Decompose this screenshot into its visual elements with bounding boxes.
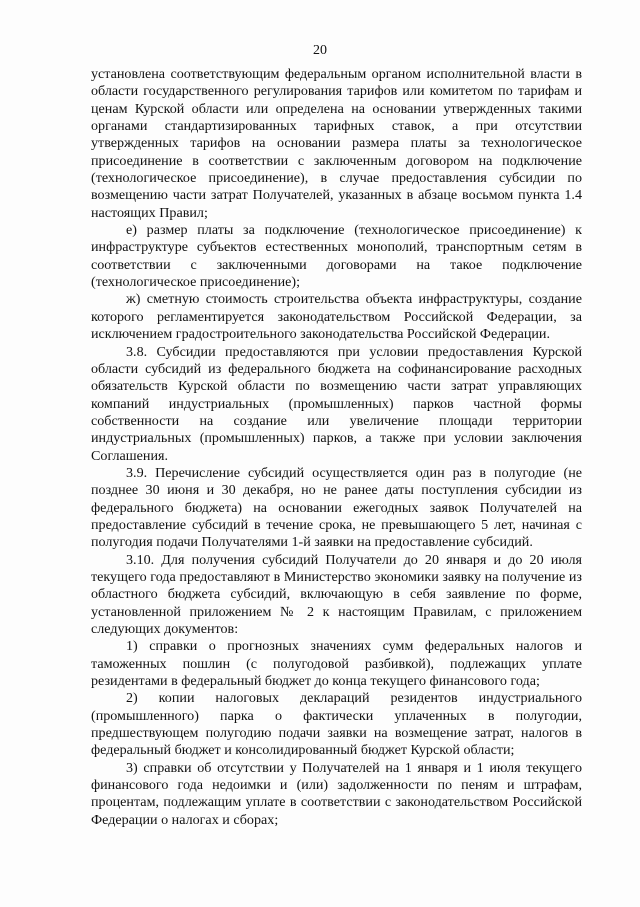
list-item-3: 3) справки об отсутствии у Получателей на 1 января и 1 июля текущего финансового года недоимки и (или) задолженности по пеням и штрафам, процентам, подлежащим уплате в соответствии с законодательством Российской Федерации о налогах и сборах; <box>91 759 582 828</box>
paragraph-3-9: 3.9. Перечисление субсидий осуществляется один раз в полугодие (не позднее 30 июня и 30 декабря, но не ранее даты поступления субсидии из федерального бюджета) на основании ежегодных заявок Получателей на предоставление субсидий в течение срока, не превышающего 5 лет, начиная с полугодия подачи Получателями 1-й заявки на предоставление субсидий. <box>91 464 582 551</box>
paragraph-continuation: установлена соответствующим федеральным органом исполнительной власти в области государственного регулирования тарифов или комитетом по тарифам и ценам Курской области или определена на основании утвержденных такими органами стандартизированных тарифных ставок, а при отсутствии утвержденных тарифов на основании размера платы за технологическое присоединение в соответствии с заключенным договором на подключение (технологическое присоединение), в случае предоставления субсидии по возмещению части затрат Получателей, указанных в абзаце восьмом пункта 1.4 настоящих Правил; <box>91 66 582 221</box>
list-item-2: 2) копии налоговых деклараций резидентов индустриального (промышленного) парка о фактически уплаченных в полугодии, предшествующем полугодию подачи заявки на возмещение затрат, налогов в федеральный бюджет и консолидированный бюджет Курской области; <box>91 690 582 759</box>
page-number: 20 <box>313 43 327 58</box>
document-body <box>91 66 582 829</box>
list-item-1: 1) справки о прогнозных значениях сумм федеральных налогов и таможенных пошлин (с полугодовой разбивкой), подлежащих уплате резидентами в федеральный бюджет до конца текущего финансового года; <box>91 638 582 690</box>
paragraph-3-10: 3.10. Для получения субсидий Получатели до 20 января и до 20 июля текущего года предоставляют в Министерство экономики заявку на получение из областного бюджета субсидий, включающую в себя заявление по форме, установленной приложением № 2 к настоящим Правилам, с приложением следующих документов: <box>91 551 582 637</box>
paragraph-item-e: е) размер платы за подключение (технологическое присоединение) к инфраструктуре субъектов естественных монополий, транспортным сетям в соответствии с заключенными договорами на такое подключение (технологическое присоединение); <box>91 222 582 291</box>
paragraph-3-8: 3.8. Субсидии предоставляются при условии предоставления Курской области субсидий из федерального бюджета на софинансирование расходных обязательств Курской области по возмещению части затрат управляющих компаний индустриальных (промышленных) парков частной формы собственности на создание или увеличение площади территории индустриальных (промышленных) парков, а также при условии заключения Соглашения. <box>91 343 582 464</box>
paragraph-item-zh: ж) сметную стоимость строительства объекта инфраструктуры, создание которого регламентируется законодательством Российской Федерации, за исключением градостроительного законодательства Российской Федерации. <box>91 291 582 343</box>
